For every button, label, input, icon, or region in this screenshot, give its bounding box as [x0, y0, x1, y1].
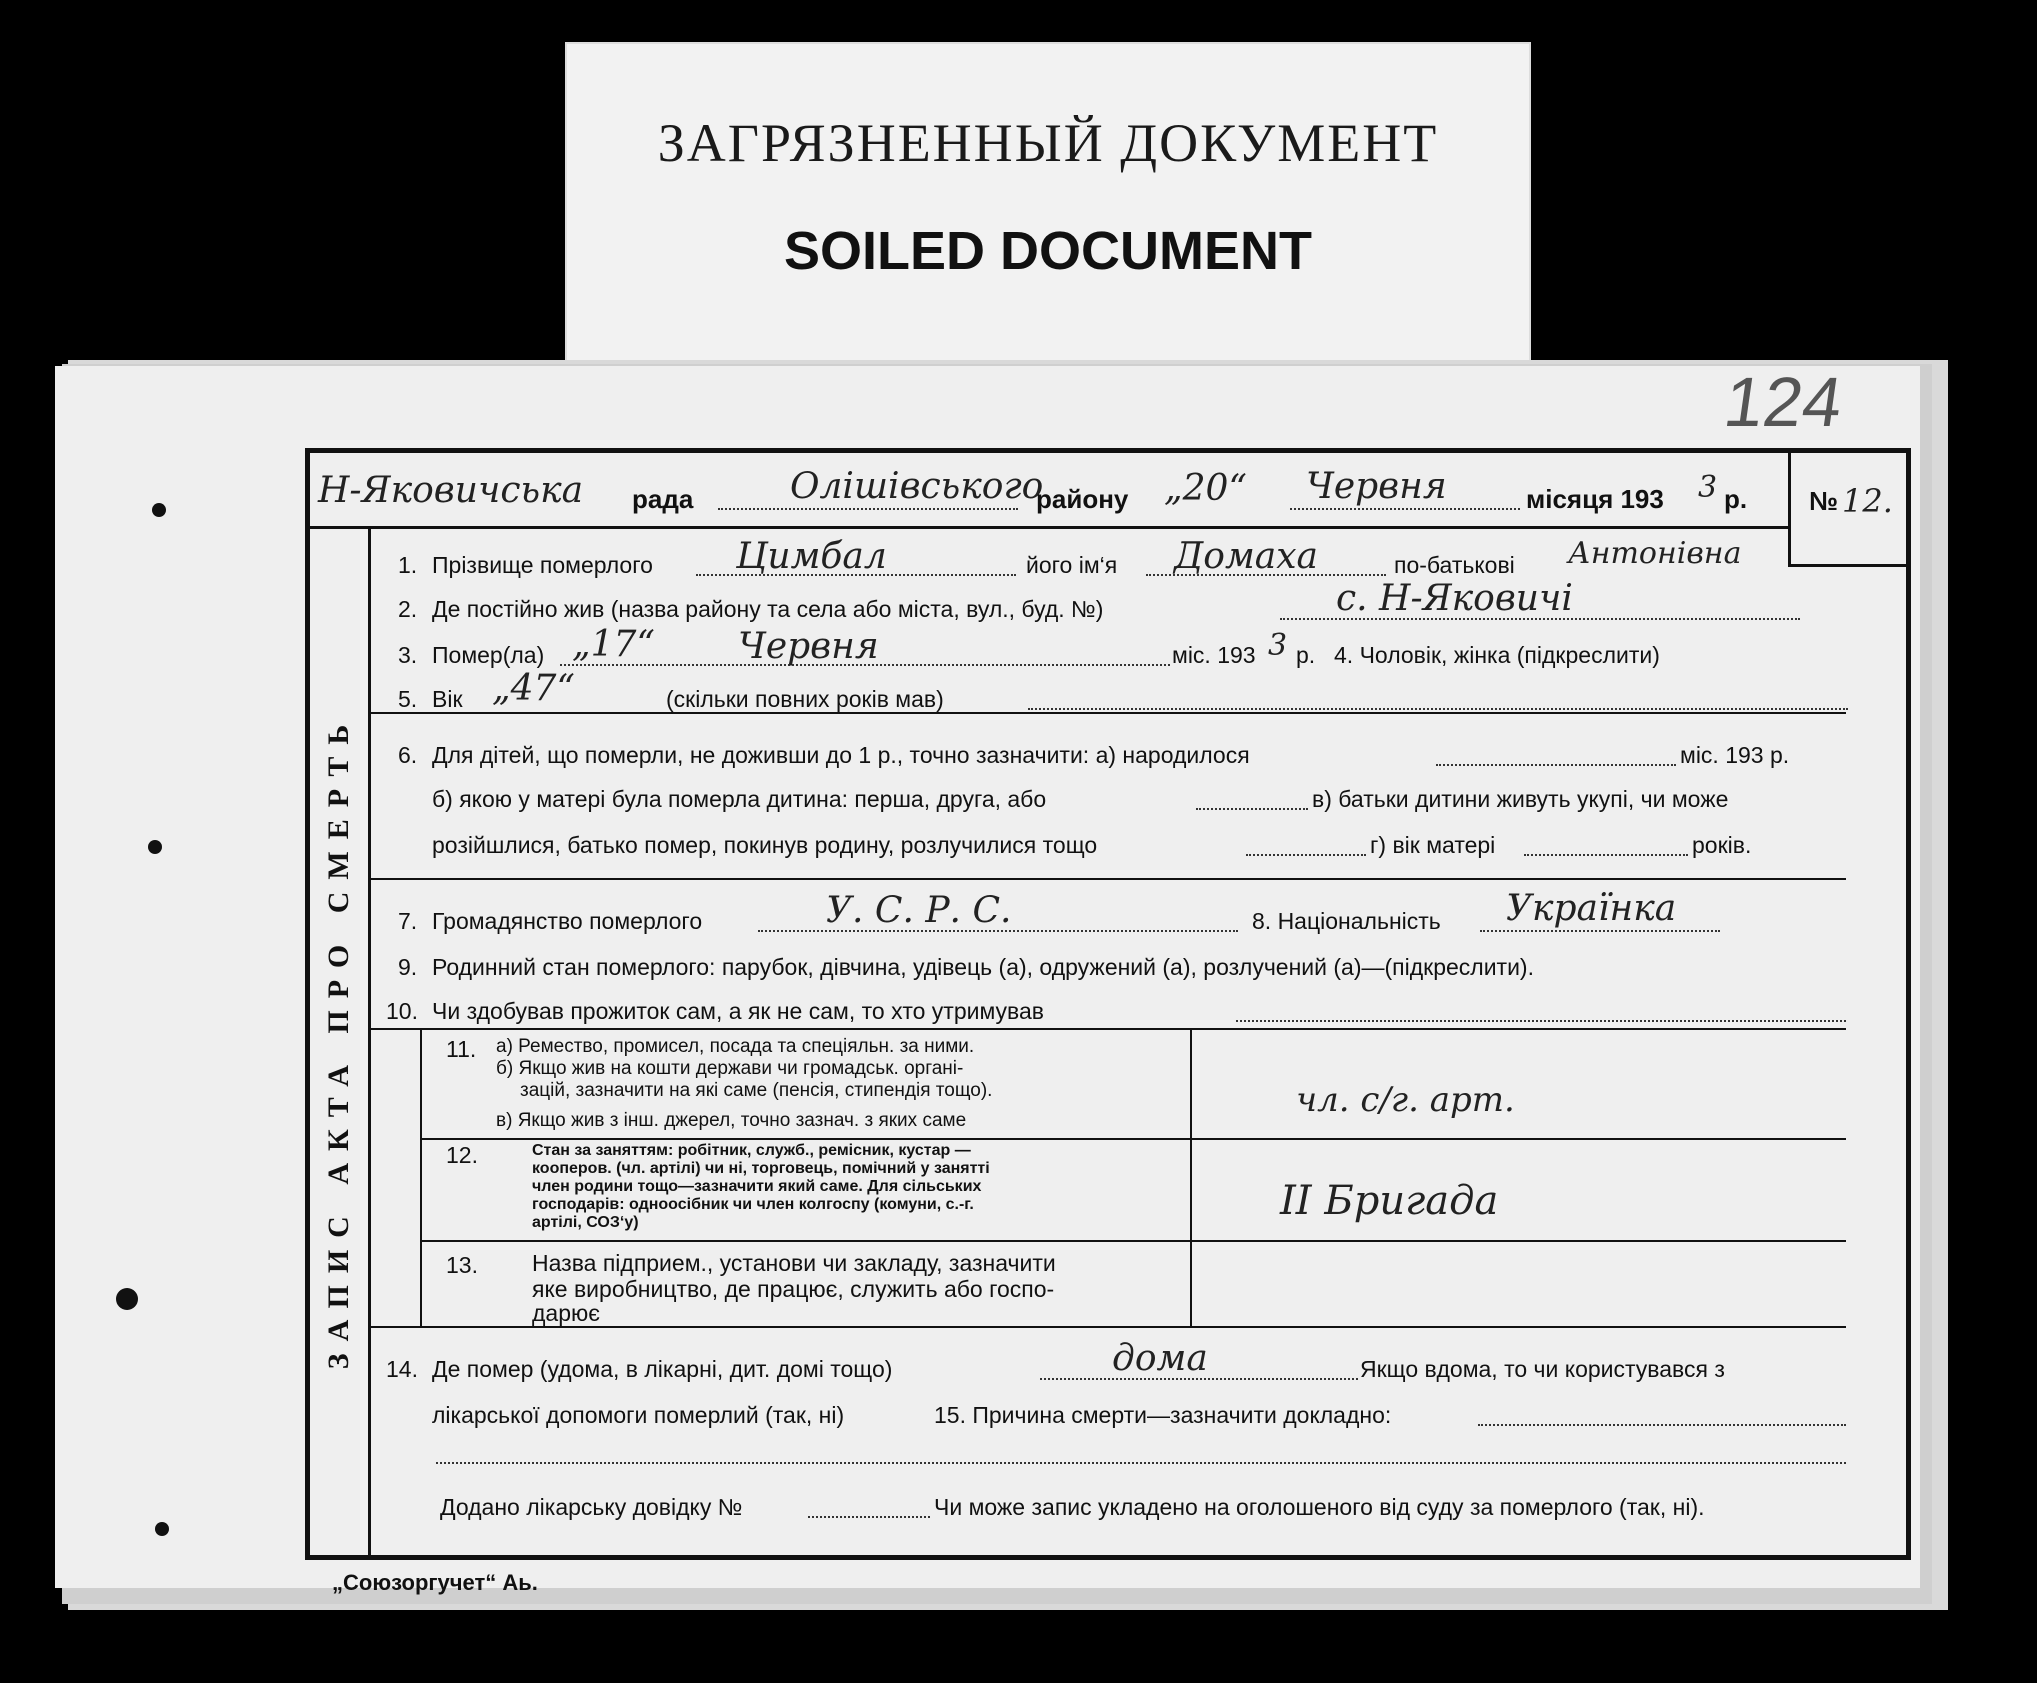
side-column: [310, 526, 371, 1556]
children-line2a: б) якою у матері була померла дитина: перша, друга, або: [432, 786, 1047, 812]
medical-certificate-label: Додано лікарську довідку №: [440, 1494, 743, 1520]
parents-field: [1246, 854, 1366, 856]
residence-label: Де постійно жив (назва району та села або міста, вул., буд. №): [432, 596, 1104, 622]
row13-l1: Назва підприем., установи чи закладу, зазначити: [532, 1250, 1056, 1276]
row12-l4: господарів: одноосібник чи член колгоспу (комуни, с.-г.: [532, 1196, 974, 1213]
row11-b2: зацій, зазначити на які саме (пенсія, стипендія тощо).: [520, 1080, 993, 1101]
row13-l3: дарює: [532, 1300, 600, 1326]
certificate-number-field: [808, 1516, 930, 1518]
child-order-field: [1196, 808, 1308, 810]
row1-number: 1.: [398, 552, 418, 578]
hw-death-day: „17“: [572, 624, 655, 665]
children-line3a: розійшлися, батько помер, покинув родину, розлучилися тощо: [432, 832, 1098, 858]
citizenship-label: Громадянство померлого: [432, 908, 703, 934]
hw-occupation: чл. с/г. арт.: [1296, 1080, 1515, 1120]
row14-number: 14.: [386, 1356, 418, 1382]
row9-number: 9.: [398, 954, 418, 980]
children-line1-end: міс. 193 р.: [1680, 742, 1790, 768]
misyatsya-label: місяця 193: [1526, 484, 1664, 514]
printer-mark: „Союзоргучет“ Аь.: [332, 1570, 538, 1595]
hw-death-place: дома: [1112, 1338, 1208, 1379]
occupation-divider: [420, 1240, 1846, 1242]
month-field: [1290, 508, 1520, 510]
occupation-left-border: [420, 1028, 422, 1326]
row12-l1: Стан за заняттям: робітник, служб., ремісник, кустар —: [532, 1142, 971, 1159]
side-title: ЗАПИС АКТА ПРО СМЕРТЬ: [322, 712, 355, 1370]
marital-label: Родинний стан померлого: парубок, дівчина, удівець (а), одружений (а), розлучений (а)—(підкреслити).: [432, 954, 1534, 980]
court-record-label: Чи може запис укладено на оголошеного від суду за померлого (так, ні).: [934, 1494, 1705, 1520]
hw-month: Червня: [1306, 466, 1447, 507]
age-field-line: [1028, 708, 1848, 710]
nationality-field: [1480, 930, 1720, 932]
archive-number: 124: [1719, 363, 1848, 441]
hw-patronymic: Антонівна: [1568, 536, 1742, 571]
surname-label: Прізвище померлого: [432, 552, 653, 578]
row7-number: 7.: [398, 908, 418, 934]
age-hint: (скільки повних років мав): [666, 686, 944, 712]
children-line3b: г) вік матері: [1370, 832, 1496, 858]
row11-number: 11.: [446, 1036, 477, 1062]
hw-day: „20“: [1164, 468, 1247, 509]
sex-label: 4. Чоловік, жінка (підкреслити): [1334, 642, 1660, 668]
patronymic-label: по-батькові: [1394, 552, 1515, 578]
hw-name: Домаха: [1174, 536, 1319, 577]
soiled-document-label: [565, 42, 1531, 372]
cause-of-death-label: 15. Причина смерти—зазначити докладно:: [934, 1402, 1392, 1428]
punch-hole: [155, 1522, 169, 1536]
hw-surname: Цимбал: [736, 536, 887, 577]
death-place-tail: Якщо вдома, то чи користувався з: [1360, 1356, 1725, 1382]
hw-district: Олішівського: [790, 466, 1044, 507]
row12-number: 12.: [446, 1142, 478, 1168]
hw-year-digit: 3: [1698, 470, 1718, 505]
row12-l2: кооперов. (чл. артілі) чи ні, торговець, помічний у занятті: [532, 1160, 990, 1177]
punch-hole: [148, 840, 162, 854]
hw-village: Н-Яковичська: [318, 470, 584, 511]
cause-field: [1478, 1424, 1846, 1426]
medical-help-label: лікарської допомоги померлий (так, ні): [432, 1402, 845, 1428]
hw-brigade: II Бригада: [1280, 1178, 1499, 1224]
children-line1: Для дітей, що померли, не доживши до 1 р., точно зазначити: а) народилося: [432, 742, 1250, 768]
label-russian: ЗАГРЯЗНЕННЫЙ ДОКУМЕНТ: [657, 113, 1439, 173]
section-divider: [368, 878, 1846, 880]
livelihood-label: Чи здобував прожиток сам, а як не сам, то хто утримував: [432, 998, 1044, 1024]
rayonu-label: району: [1036, 484, 1129, 514]
row12-l3: член родини тощо—зазначити який саме. Для сільських: [532, 1178, 982, 1195]
children-line2b: в) батьки дитини живуть укупі, чи може: [1312, 786, 1729, 812]
hw-citizenship: У. С. Р. С.: [826, 890, 1012, 931]
punch-hole: [152, 503, 166, 517]
year-r-label: р.: [1724, 484, 1748, 514]
row11-a: а) Ремество, промисел, посада та спеціяльн. за ними.: [496, 1036, 975, 1057]
children-line3c: років.: [1692, 832, 1752, 858]
hw-age: „47“: [492, 668, 575, 709]
rada-label: рада: [632, 484, 694, 514]
punch-hole: [116, 1288, 138, 1310]
row6-number: 6.: [398, 742, 418, 768]
hw-death-month: Червня: [738, 626, 879, 667]
row5-number: 5.: [398, 686, 418, 712]
hw-death-year-digit: 3: [1268, 628, 1288, 663]
row11-b1: б) Якщо жив на кошти держави чи громадськ. органі-: [496, 1058, 964, 1079]
age-label: Вік: [432, 686, 463, 712]
nationality-label: 8. Національність: [1252, 908, 1441, 934]
row13-l2: яке виробництво, де працює, служить або госпо-: [532, 1276, 1055, 1302]
row11-c: в) Якщо жив з інш. джерел, точно зазнач. з яких саме: [496, 1110, 967, 1131]
section-divider: [368, 1028, 1846, 1030]
row12-l5: артілі, СОЗ‘у): [532, 1214, 639, 1231]
birth-date-field: [1436, 764, 1676, 766]
row2-number: 2.: [398, 596, 418, 622]
section-divider: [368, 712, 1846, 714]
row13-number: 13.: [446, 1252, 478, 1278]
hw-residence: с. Н-Яковичі: [1336, 578, 1573, 619]
number-label: №: [1809, 486, 1838, 516]
mother-age-field: [1524, 854, 1688, 856]
row3-number: 3.: [398, 642, 418, 668]
died-label: Помер(ла): [432, 642, 545, 668]
death-place-label: Де помер (удома, в лікарні, дит. домі тощо): [432, 1356, 893, 1382]
row10-number: 10.: [386, 998, 418, 1024]
hw-record-number: 12.: [1842, 482, 1893, 520]
name-label: його ім‘я: [1026, 552, 1118, 578]
hw-nationality: Українка: [1506, 888, 1677, 929]
livelihood-field: [1236, 1020, 1846, 1022]
occupation-right-border: [1190, 1028, 1192, 1326]
death-mis-label: міс. 193: [1172, 642, 1256, 668]
district-field: [718, 508, 1018, 510]
occupation-divider: [420, 1138, 1846, 1140]
label-english: SOILED DOCUMENT: [783, 221, 1312, 281]
death-r-label: р.: [1296, 642, 1316, 668]
cause-field-line2: [436, 1462, 1846, 1464]
